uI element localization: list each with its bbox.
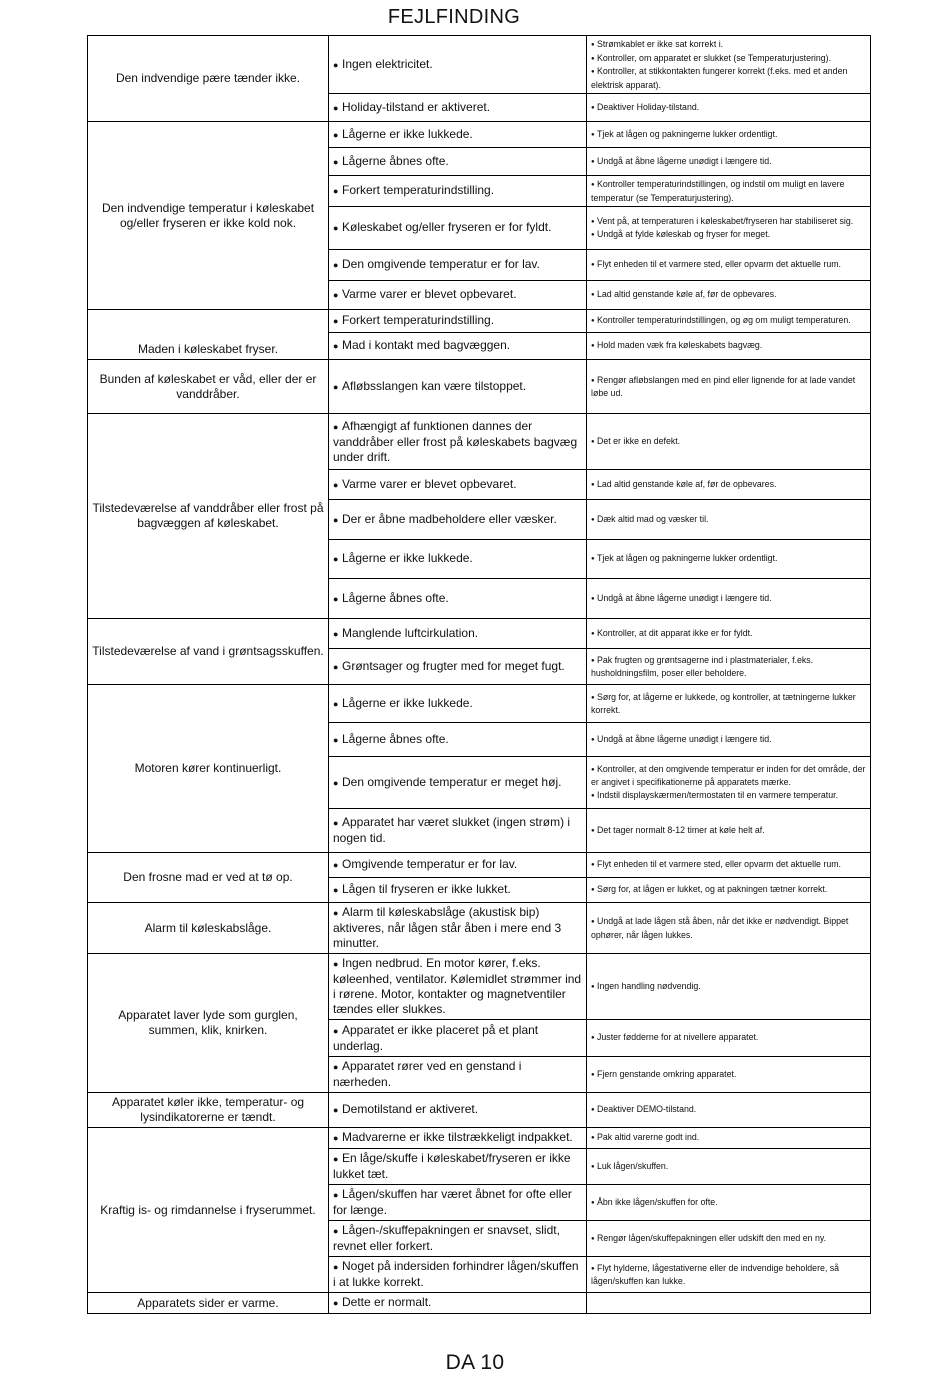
solution-item: ● Deaktiver DEMO-tilstand. (591, 1103, 866, 1117)
cause-cell: ● Den omgivende temperatur er for lav. (329, 250, 587, 281)
solution-item: ● Indstil displayskærmen/termostaten til en varmere temperatur. (591, 789, 866, 803)
cause-cell: ● Afhængigt af funktionen dannes der vanddråber eller frost på køleskabets bagvæg under drift. (329, 414, 587, 470)
solution-cell (587, 310, 871, 333)
solution-item: ● Deaktiver Holiday-tilstand. (591, 101, 866, 115)
solution-cell (587, 903, 871, 954)
solution-item: ● Kontroller, at dit apparat ikke er for fyldt. (591, 627, 866, 641)
cause-cell: ● Forkert temperaturindstilling. (329, 176, 587, 207)
solution-cell (587, 1093, 871, 1128)
cause-cell: ● Apparatet rører ved en genstand i nærheden. (329, 1057, 587, 1093)
solution-item: ● Undgå at åbne lågerne unødigt i længere tid. (591, 155, 866, 169)
cause-cell: ● Lågen-/skuffepakningen er snavset, slidt, revnet eller forkert. (329, 1221, 587, 1257)
solution-cell (587, 122, 871, 148)
solution-item: ● Pak frugten og grøntsagerne ind i plastmaterialer, f.eks. husholdningsfilm, poser eller beholdere. (591, 654, 866, 680)
table-row (88, 619, 871, 649)
solution-cell (587, 540, 871, 579)
solution-cell (587, 1293, 871, 1314)
solution-cell (587, 809, 871, 853)
solution-cell (587, 954, 871, 1020)
solution-cell (587, 685, 871, 723)
solution-item: ● Kontroller, om apparatet er slukket (se Temperaturjustering). (591, 52, 866, 66)
solution-cell (587, 176, 871, 207)
solution-item: ● Undgå at åbne lågerne unødigt i længere tid. (591, 592, 866, 606)
solution-cell (587, 649, 871, 685)
cause-cell: ● Demotilstand er aktiveret. (329, 1093, 587, 1128)
page-title: FEJLFINDING (387, 6, 521, 28)
problem-cell: Apparatet laver lyde som gurglen, summen, klik, knirken. (88, 954, 329, 1093)
solution-cell (587, 414, 871, 470)
cause-cell: ● Omgivende temperatur er for lav. (329, 853, 587, 878)
solution-item: ● Ingen handling nødvendig. (591, 980, 866, 994)
solution-cell (587, 1149, 871, 1185)
solution-cell (587, 853, 871, 878)
table-row (88, 1293, 871, 1314)
cause-cell: ● Forkert temperaturindstilling. (329, 310, 587, 333)
table-row (88, 954, 871, 1020)
table-row (88, 310, 871, 333)
problem-cell: Alarm til køleskabslåge. (88, 903, 329, 954)
solution-item: ● Dæk altid mad og væsker til. (591, 513, 866, 527)
solution-item: ● Rengør lågen/skuffepakningen eller udskift den med en ny. (591, 1232, 866, 1246)
table-row (88, 903, 871, 954)
problem-cell: Apparatets sider er varme. (88, 1293, 329, 1314)
solution-cell (587, 500, 871, 540)
cause-cell: ● Dette er normalt. (329, 1293, 587, 1314)
solution-cell (587, 333, 871, 360)
cause-cell: ● Lågerne er ikke lukkede. (329, 540, 587, 579)
solution-item: ● Åbn ikke lågen/skuffen for ofte. (591, 1196, 866, 1210)
solution-item: ● Tjek at lågen og pakningerne lukker ordentligt. (591, 552, 866, 566)
cause-cell: ● Køleskabet og/eller fryseren er for fyldt. (329, 207, 587, 250)
cause-cell: ● Varme varer er blevet opbevaret. (329, 470, 587, 500)
solution-cell (587, 1128, 871, 1149)
solution-item: ● Det er ikke en defekt. (591, 435, 866, 449)
solution-cell (587, 470, 871, 500)
cause-cell: ● Apparatet er ikke placeret på et plant underlag. (329, 1020, 587, 1057)
cause-cell: ● Lågerne åbnes ofte. (329, 579, 587, 619)
solution-item: ● Kontroller, at den omgivende temperatur er inden for det område, der er angivet i specifikationerne på apparatets mærke. (591, 763, 866, 789)
table-row (88, 414, 871, 470)
table-row (88, 685, 871, 723)
solution-item: ● Flyt hylderne, lågestativerne eller de indvendige beholdere, så lågen/skuffen kan lukke. (591, 1262, 866, 1288)
cause-cell: ● Lågen/skuffen har været åbnet for ofte eller for længe. (329, 1185, 587, 1221)
problem-cell: Tilstedeværelse af vanddråber eller frost på bagvæggen af køleskabet. (88, 414, 329, 619)
solution-item: ● Undgå at fylde køleskab og fryser for meget. (591, 228, 866, 242)
solution-item: ● Luk lågen/skuffen. (591, 1160, 866, 1174)
problem-cell: Bunden af køleskabet er våd, eller der er vanddråber. (88, 360, 329, 414)
solution-item: ● Tjek at lågen og pakningerne lukker ordentligt. (591, 128, 866, 142)
solution-item: ● Kontroller temperaturindstillingen, og indstil om muligt en lavere temperatur (se Temperaturjustering). (591, 178, 866, 204)
problem-cell: Motoren kører kontinuerligt. (88, 685, 329, 853)
table-row (88, 1093, 871, 1128)
solution-item: ● Strømkablet er ikke sat korrekt i. (591, 38, 866, 52)
cause-cell: ● Der er åbne madbeholdere eller væsker. (329, 500, 587, 540)
cause-cell: ● Mad i kontakt med bagvæggen. (329, 333, 587, 360)
cause-cell: ● Madvarerne er ikke tilstrækkeligt indpakket. (329, 1128, 587, 1149)
solution-cell (587, 207, 871, 250)
problem-cell: Den indvendige pære tænder ikke. (88, 36, 329, 122)
solution-item: ● Flyt enheden til et varmere sted, eller opvarm det aktuelle rum. (591, 258, 866, 272)
solution-item: ● Lad altid genstande køle af, før de opbevares. (591, 478, 866, 492)
problem-cell: Kraftig is- og rimdannelse i fryserummet. (88, 1128, 329, 1293)
cause-cell: ● Lågen til fryseren er ikke lukket. (329, 878, 587, 903)
cause-cell: ● Varme varer er blevet opbevaret. (329, 281, 587, 310)
cause-cell: ● Ingen nedbrud. En motor kører, f.eks. køleenhed, ventilator. Kølemidlet strømmer ind i rørene. Motor, kontakter og magnetventiler tændes eller slukkes. (329, 954, 587, 1020)
solution-cell (587, 36, 871, 94)
solution-item: ● Flyt enheden til et varmere sted, eller opvarm det aktuelle rum. (591, 858, 866, 872)
table-row (88, 36, 871, 94)
cause-cell: ● Lågerne åbnes ofte. (329, 723, 587, 757)
solution-cell (587, 579, 871, 619)
solution-cell (587, 619, 871, 649)
solution-item: ● Undgå at lade lågen stå åben, når det ikke er nødvendigt. Bippet ophører, når lågen lukkes. (591, 915, 866, 941)
solution-item: ● Rengør afløbslangen med en pind eller lignende for at lade vandet løbe ud. (591, 374, 866, 400)
solution-cell (587, 1020, 871, 1057)
cause-cell: ● Lågerne er ikke lukkede. (329, 122, 587, 148)
solution-item: ● Kontroller temperaturindstillingen, og øg om muligt temperaturen. (591, 314, 866, 328)
page-number: DA 10 (445, 1351, 505, 1374)
table-row (88, 1128, 871, 1149)
cause-cell: ● En låge/skuffe i køleskabet/fryseren er ikke lukket tæt. (329, 1149, 587, 1185)
solution-cell (587, 1221, 871, 1257)
solution-item: ● Lad altid genstande køle af, før de opbevares. (591, 288, 866, 302)
problem-cell: Maden i køleskabet fryser. (88, 310, 329, 360)
problem-cell: Apparatet køler ikke, temperatur- og lysindikatorerne er tændt. (88, 1093, 329, 1128)
solution-cell (587, 94, 871, 122)
troubleshooting-table (87, 35, 871, 1314)
solution-cell (587, 757, 871, 809)
table-row (88, 360, 871, 414)
table-row (88, 122, 871, 148)
solution-item: ● Undgå at åbne lågerne unødigt i længere tid. (591, 733, 866, 747)
solution-item: ● Pak altid varerne godt ind. (591, 1131, 866, 1145)
cause-cell: ● Apparatet har været slukket (ingen strøm) i nogen tid. (329, 809, 587, 853)
solution-cell (587, 281, 871, 310)
cause-cell: ● Grøntsager og frugter med for meget fugt. (329, 649, 587, 685)
solution-cell (587, 878, 871, 903)
solution-item: ● Sørg for, at lågerne er lukkede, og kontroller, at tætningerne lukker korrekt. (591, 691, 866, 717)
solution-item: ● Sørg for, at lågen er lukket, og at pakningen tætner korrekt. (591, 883, 866, 897)
cause-cell: ● Lågerne åbnes ofte. (329, 148, 587, 176)
cause-cell: ● Noget på indersiden forhindrer lågen/skuffen i at lukke korrekt. (329, 1257, 587, 1293)
solution-item: ● Vent på, at temperaturen i køleskabet/fryseren har stabiliseret sig. (591, 215, 866, 229)
problem-cell: Den frosne mad er ved at tø op. (88, 853, 329, 903)
solution-item: ● Fjern genstande omkring apparatet. (591, 1068, 866, 1082)
solution-cell (587, 250, 871, 281)
solution-cell (587, 360, 871, 414)
solution-cell (587, 1185, 871, 1221)
cause-cell: ● Afløbsslangen kan være tilstoppet. (329, 360, 587, 414)
cause-cell: ● Alarm til køleskabslåge (akustisk bip) aktiveres, når lågen står åben i mere end 3 minutter. (329, 903, 587, 954)
cause-cell: ● Holiday-tilstand er aktiveret. (329, 94, 587, 122)
cause-cell: ● Den omgivende temperatur er meget høj. (329, 757, 587, 809)
table-row (88, 853, 871, 878)
solution-item: ● Juster fødderne for at nivellere apparatet. (591, 1031, 866, 1045)
solution-cell (587, 148, 871, 176)
solution-item: ● Hold maden væk fra køleskabets bagvæg. (591, 339, 866, 353)
solution-cell (587, 1057, 871, 1093)
cause-cell: ● Ingen elektricitet. (329, 36, 587, 94)
problem-cell: Den indvendige temperatur i køleskabet og/eller fryseren er ikke kold nok. (88, 122, 329, 310)
solution-cell (587, 1257, 871, 1293)
cause-cell: ● Lågerne er ikke lukkede. (329, 685, 587, 723)
solution-item: ● Kontroller, at stikkontakten fungerer korrekt (f.eks. med et anden elektrisk apparat). (591, 65, 866, 91)
problem-cell: Tilstedeværelse af vand i grøntsagsskuffen. (88, 619, 329, 685)
solution-cell (587, 723, 871, 757)
cause-cell: ● Manglende luftcirkulation. (329, 619, 587, 649)
solution-item: ● Det tager normalt 8-12 timer at køle helt af. (591, 824, 866, 838)
